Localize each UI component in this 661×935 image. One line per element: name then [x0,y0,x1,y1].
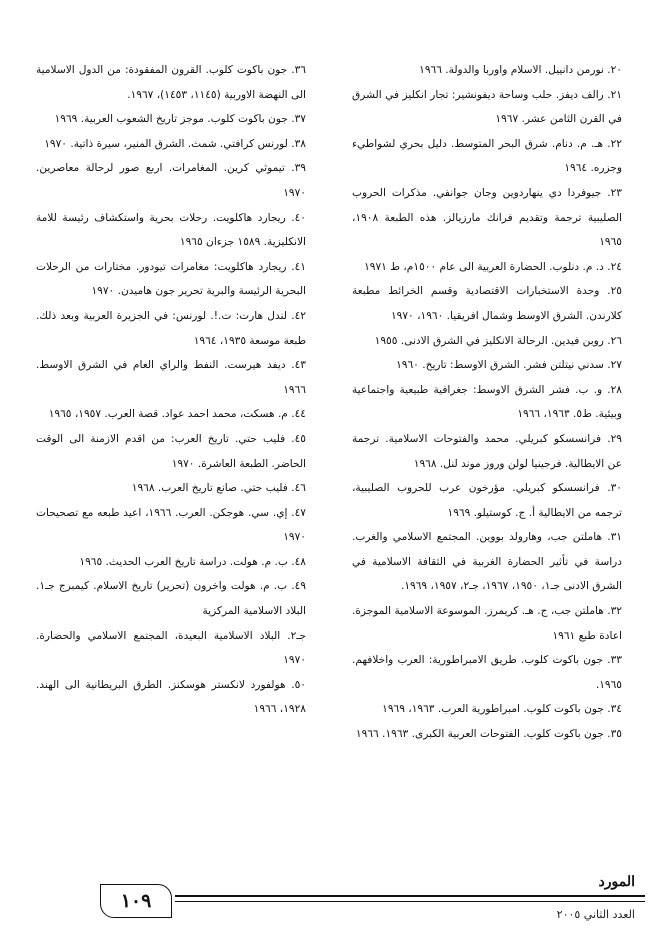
issue-label: العدد الثاني ٢٠٠٥ [556,908,635,921]
reference-text: ٥٠. هولفورد لانكستر هوسكنز. الطرق البريطانية الى الهند. ١٩٢٨، ١٩٦٦ [36,678,306,716]
reference-entry [36,156,306,205]
reference-entry [36,107,306,132]
reference-entry [36,476,306,501]
reference-entry [352,722,622,747]
reference-entry [36,673,306,722]
reference-entry [36,550,306,575]
reference-text: ٣٣. جون باكوت كلوب. طريق الامبراطورية: العرب واخلافهم. ١٩٦٥. [352,654,622,691]
reference-text: ٤٠. ريجارد هاكلويت. رحلات بحرية واستكشاف رئيسة للامة الانكليزية. ١٥٨٩ جزءان ١٩٦٥ [36,211,306,249]
reference-entry [352,599,622,648]
reference-text: ٣٥. جون باكوت كلوب. الفتوحات العربية الكبرى. ١٩٦٣. ١٩٦٦ [355,728,622,741]
reference-text: ٤١. ريجارد هاكلويت: مغامرات تيودور. مختارات من الرحلات البحرية الرئيسة والبرية تحرير جون هاميدن. ١٩٧٠ [36,260,306,298]
reference-text: ٣٦. جون باكوت كلوب. القرون المفقودة: من الدول الاسلامية الى النهضة الاوربية (١١٤٥، ١٤٥٣)، ١٩٦٧. [36,64,306,101]
reference-text: ٤٨. ب. م. هولت. دراسة تاريخ العرب الحديث. ١٩٦٥ [79,555,306,568]
reference-entry [352,697,622,722]
reference-entry [36,624,306,673]
reference-entry [36,255,306,304]
reference-text: ٢٦. روبن فيدين. الرحالة الانكليز في الشرق الادنى. ١٩٥٥ [374,334,622,347]
reference-text: ٣٢. هاملتن جب، ج. هـ. كريمرز. الموسوعة الاسلامية الموجزة. اعادة طبع ١٩٦١ [352,605,622,642]
reference-entry [352,329,622,354]
reference-entry [352,181,622,255]
reference-entry [352,476,622,525]
journal-name: المورد [598,874,635,890]
reference-text: ٢٩. فرانسسكو كبريلي. محمد والفتوحات الاسلامية. ترجمة عن الايطالية. فرجينيا لولن وروز موند لنل. ١٩٦٨ [352,432,622,470]
reference-text: ٢١. رالف ديفز. حلب وساحة ديفونشير: تجار انكليز في الشرق في القرن الثامن عشر. ١٩٦٧ [352,88,622,126]
reference-text: ٢٣. جيوفردا دي ينهاردوين وجان جوانفي. مذكرات الحروب الصليبية ترجمة وتقديم فرانك مارزيالز. هذه الطبعة ١٩٠٨، ١٩٦٥ [352,186,622,249]
reference-entry [36,58,306,107]
reference-entry [36,427,306,476]
reference-text: ٤٥. فليب حتي. تاريخ العرب: من اقدم الازمنة الى الوقت الحاضر. الطبعة العاشرة. ١٩٧٠ [36,432,306,470]
reference-text: ٢٢. هـ. م. دنام. شرق البحر المتوسط. دليل بحري لشواطيء وجزره. ١٩٦٤ [352,137,622,175]
reference-text: ٣٤. جون باكوت كلوب. امبراطورية العرب. ١٩٦٣، ١٩٦٩ [382,703,622,716]
references-right-column [352,58,622,747]
reference-entry [352,132,622,181]
reference-text: ٤٢. لندل هارت: ت.!. لورنس: في الجزيرة العربية وبعد ذلك. طبعة موسعة ١٩٣٥، ١٩٦٤ [36,309,306,347]
reference-text: ٤٩. ب. م. هولت واخرون (تحرير) تاريخ الاسلام. كيمبرج جـ١. البلاد الاسلامية المركزية [36,580,306,618]
reference-entry [352,427,622,476]
reference-text: ٣٠. فرانسسكو كبريلي. مؤرخون عرب للحروب الصليبية، ترجمه من الايطالية أ. ج. كوستيلو. ١٩٦٩ [352,482,622,519]
reference-entry [352,353,622,378]
reference-text: ٣٨. لورنس كرافتي. شمث. الشرق المنير، سيرة ذاتية. ١٩٧٠ [44,137,306,150]
reference-entry [36,132,306,157]
reference-entry [36,206,306,255]
footer-rule-thin [175,901,645,902]
reference-entry [36,501,306,550]
reference-text: ٢٠. نورمن دانييل. الاسلام واوربا والدولة. ١٩٦٦ [419,64,622,76]
reference-text: ٤٦. فليب حتي. صانع تاريخ العرب. ١٩٦٨ [131,482,306,495]
reference-entry [352,648,622,697]
reference-text: ٤٤. م. هسكت، محمد احمد عواد. قصة العرب. ١٩٥٧، ١٩٦٥ [48,408,306,421]
reference-entry [36,574,306,623]
reference-entry [36,304,306,353]
reference-text: ٢٤. د. م. دنلوب. الحضارة العربية الى عام ١٥٠٠م، ط ١٩٧١ [364,260,622,273]
reference-entry [36,353,306,402]
reference-text: ٣٩. تيموثي كرين. المغامرات. اربع صور لرحالة معاصرين. ١٩٧٠ [36,162,306,199]
reference-text: ٤٣. ديفد هيرست. النفط والراي العام في الشرق الاوسط. ١٩٦٦ [36,359,306,396]
reference-entry [352,255,622,280]
footer-rule [175,895,645,897]
reference-entry [352,378,622,427]
page-footer [0,870,661,935]
reference-text: جـ٢. البلاد الاسلامية البعيدة، المجتمع الاسلامي والحضارة. ١٩٧٠ [36,629,306,667]
reference-entry [352,83,622,132]
reference-text: ٢٥. وحدة الاستخبارات الاقتصادية وقسم الخرائط مطبعة كلارندن. الشرق الاوسط وشمال افريقيا. ١٩٦٠، ١٩٧٠ [352,285,622,322]
reference-entry [352,58,622,83]
reference-text: ٢٧. سدني نيتلتن فشر. الشرق الاوسط: تاريخ. ١٩٦٠ [396,359,622,372]
reference-entry [352,525,622,599]
reference-text: ٤٧. إي. سي. هوجكن. العرب. ١٩٦٦، اعيد طبعه مع تصحيحات ١٩٧٠ [36,506,306,544]
reference-entry [36,402,306,427]
page-number: ١٠٩ [100,884,172,918]
reference-text: ٣٧. جون باكوت كلوب. موجز تاريخ الشعوب العربية. ١٩٦٩ [54,113,306,126]
reference-entry [352,279,622,328]
references-left-column [36,58,306,722]
reference-text: ٢٨. و. ب. فشر الشرق الاوسط: جغرافية طبيعية واجتماعية وبيئية. ط٥. ١٩٦٣، ١٩٦٦ [352,383,622,421]
reference-text: ٣١. هاملتن جب، وهارولد بووين. المجتمع الاسلامي والغرب. دراسة في تأثير الحضارة الغربية في الثقافة الاسلامية في الشرق الادنى جـ١، ١٩٥٠، ١٩٦٧، جـ٢، ١٩٥٧، ١٩٦٩. [352,531,622,593]
